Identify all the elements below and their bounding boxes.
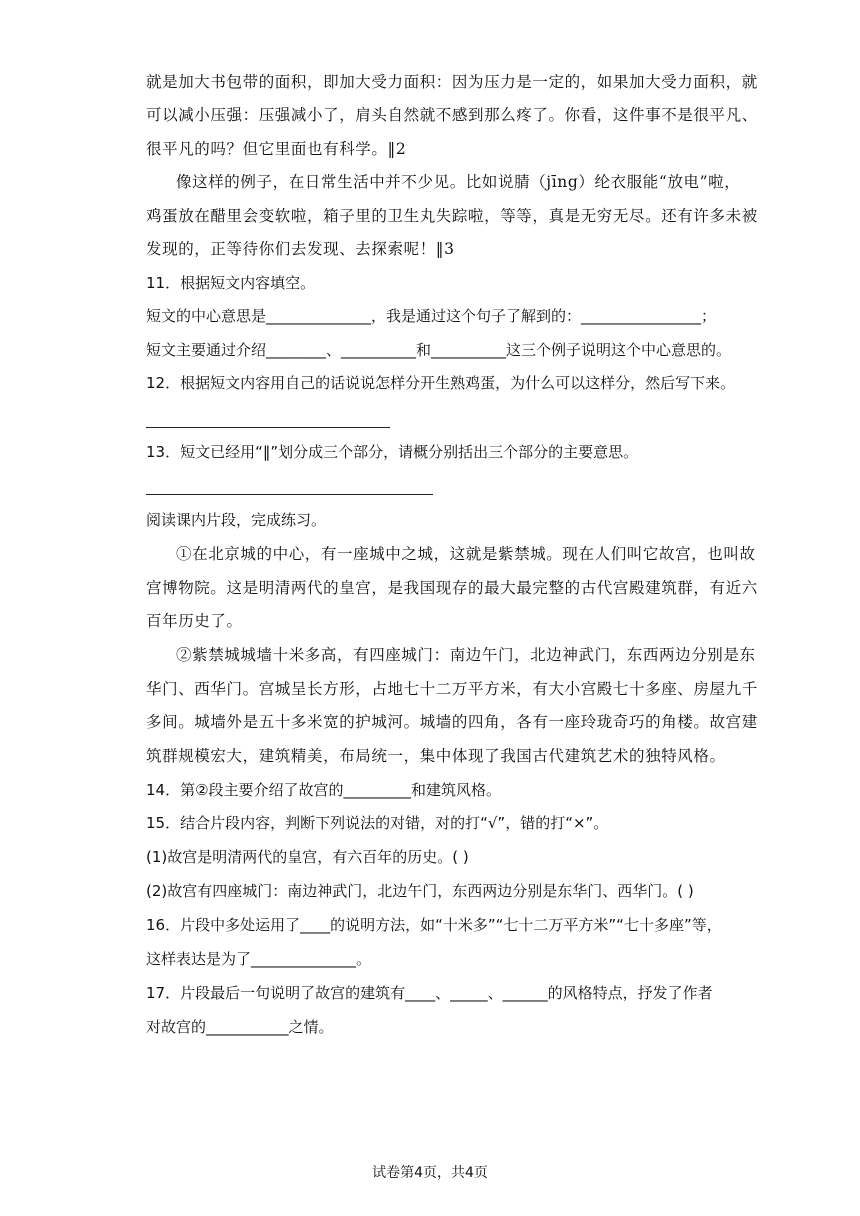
answer-line-13[interactable] <box>146 494 433 495</box>
passage1-line3: 很平凡的吗？但它里面也有科学。‖2 <box>146 140 407 158</box>
section2-intro: 阅读课内片段，完成练习。 <box>146 511 327 529</box>
section2-p2-line1: ②紫禁城城墙十米多高，有四座城门：南边午门，北边神武门，东西两边分别是东 <box>176 646 756 664</box>
passage1-line2: 可以减小压强：压强减小了，肩头自然就不感到那么疼了。你看，这件事不是很平凡、 <box>146 106 758 124</box>
passage1-line1: 就是加大书包带的面积，即加大受力面积：因为压力是一定的，如果加大受力面积，就 <box>146 73 758 91</box>
section2-p1-line2: 宫博物院。这是明清两代的皇宫，是我国现存的最大最完整的古代宫殿建筑群，有近六 <box>146 579 758 597</box>
question-11-line2: 短文主要通过介绍________、__________和__________这三个例子说明这个中心意思的。 <box>146 341 732 359</box>
question-15: 15．结合片段内容，判断下列说法的对错，对的打“√”，错的打“×”。 <box>146 814 609 832</box>
passage1-line4: 像这样的例子，在日常生活中并不少见。比如说腈（jīng）纶衣服能“放电”啦， <box>176 173 741 191</box>
question-16-line1: 16．片段中多处运用了____的说明方法，如“十米多”“七十二万平方米”“七十多座”等， <box>146 916 722 934</box>
question-17-line2: 对故宫的___________之情。 <box>146 1018 334 1036</box>
question-16-line2: 这样表达是为了______________。 <box>146 950 372 968</box>
question-11-line1: 短文的中心意思是______________，我是通过这个句子了解到的：________________； <box>146 307 717 325</box>
question-11: 11．根据短文内容填空。 <box>146 274 316 292</box>
answer-line-12[interactable] <box>146 427 390 428</box>
question-12: 12．根据短文内容用自己的话说说怎样分开生熟鸡蛋，为什么可以这样分，然后写下来。 <box>146 374 736 392</box>
section2-p2-line2: 华门、西华门。宫城呈长方形，占地七十二万平方米，有大小宫殿七十多座、房屋九千 <box>146 680 758 698</box>
passage1-line5: 鸡蛋放在醋里会变软啦，箱子里的卫生丸失踪啦，等等，真是无穷无尽。还有许多未被 <box>146 207 758 225</box>
question-15-item1: (1)故宫是明清两代的皇宫，有六百年的历史。( ) <box>146 848 469 866</box>
section2-p1-line1: ①在北京城的中心，有一座城中之城，这就是紫禁城。现在人们叫它故宫，也叫故 <box>176 545 756 563</box>
section2-p2-line4: 筑群规模宏大，建筑精美，布局统一，集中体现了我国古代建筑艺术的独特风格。 <box>146 747 726 765</box>
section2-p2-line3: 多间。城墙外是五十多米宽的护城河。城墙的四角，各有一座玲珑奇巧的角楼。故宫建 <box>146 713 758 731</box>
page-footer: 试卷第4页，共4页 <box>372 1165 488 1181</box>
passage1-line6: 发现的，正等待你们去发现、去探索呢！‖3 <box>146 240 455 258</box>
question-17-line1: 17．片段最后一句说明了故宫的建筑有____、_____、______的风格特点，抒发了作者 <box>146 984 713 1002</box>
section2-p1-line3: 百年历史了。 <box>146 612 243 630</box>
question-15-item2: (2)故宫有四座城门：南边神武门，北边午门，东西两边分别是东华门、西华门。( ) <box>146 882 694 900</box>
question-14: 14．第②段主要介绍了故宫的_________和建筑风格。 <box>146 781 502 799</box>
question-13: 13．短文已经用“‖”划分成三个部分，请概分别括出三个部分的主要意思。 <box>146 443 639 461</box>
